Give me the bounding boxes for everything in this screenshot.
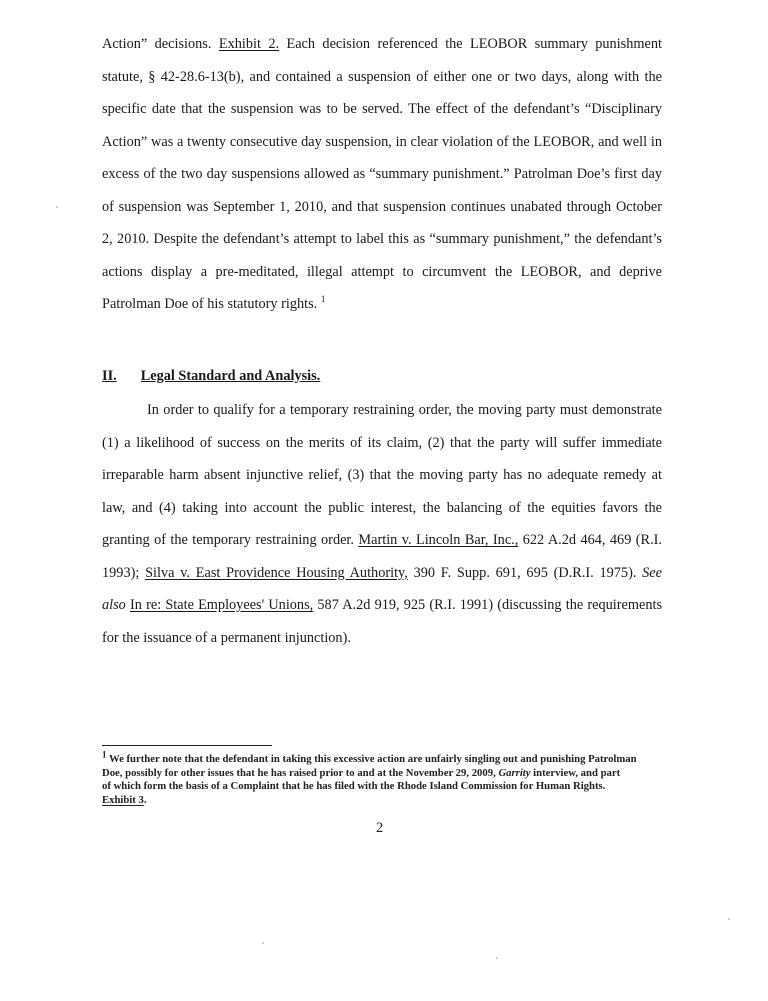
text-line: excess of the two day suspensions allowed as “summary punishment.” Patrolman Doe’s first day [102, 166, 662, 182]
footnote-line: of which form the basis of a Complaint that he has filed with the Rhode Island Commission for Human Rights. [102, 780, 606, 793]
page-number: 2 [376, 820, 384, 836]
body-paragraph [102, 36, 662, 329]
exhibit-3-reference: Exhibit 3 [102, 793, 144, 806]
case-citation: In re: State Employees' Unions, [130, 597, 314, 613]
text-line: (1) a likelihood of success on the merits of its claim, (2) that the party will suffer immediate [102, 434, 662, 451]
footnote-line: Exhibit 3. [102, 793, 147, 806]
text-line: actions display a pre-meditated, illegal attempt to circumvent the LEOBOR, and deprive [102, 263, 662, 280]
text-line: Action” was a twenty consecutive day suspension, in clear violation of the LEOBOR, and well in [102, 133, 662, 150]
text-line: In order to qualify for a temporary restraining order, the moving party must demonstrate [147, 402, 662, 418]
exhibit-2-reference: Exhibit 2. [218, 36, 280, 52]
footnote-line: Doe, possibly for other issues that he has raised prior to and at the November 29, 2009, Garrity interview, and part [102, 766, 621, 779]
footnote-divider [102, 745, 272, 746]
footnote-ref-1: 1 [320, 294, 326, 305]
scan-speck [56, 206, 58, 208]
section-paragraph [102, 402, 662, 662]
text-line: 1993); Silva v. East Providence Housing Authority, 390 F. Supp. 691, 695 (D.R.I. 1975). See [102, 564, 662, 581]
scan-speck [262, 942, 264, 944]
text-line: of suspension was September 1, 2010, and that suspension continues unabated through October [102, 198, 662, 215]
text-line: Action” decisions. Exhibit 2. Each decision referenced the LEOBOR summary punishment [102, 36, 662, 52]
text-line: also In re: State Employees' Unions, 587 A.2d 919, 925 (R.I. 1991) (discussing the requirements [102, 597, 663, 613]
footnote [102, 749, 662, 807]
footnote-marker: 1 [102, 749, 107, 760]
text-line: irreparable harm absent injunctive relief, (3) that the moving party has no adequate remedy at [102, 467, 662, 483]
text-line: specific date that the suspension was to be served. The effect of the defendant’s “Disciplinary [102, 101, 662, 117]
text-line: for the issuance of a permanent injunction). [102, 629, 351, 646]
section-title: Legal Standard and Analysis. [140, 368, 321, 384]
text-line: statute, § 42-28.6-13(b), and contained a suspension of either one or two days, along with the [102, 68, 662, 85]
footnote-line: $^1$ We further note that the defendant in taking this excessive action are unfairly singling out and punishing Patrolman [102, 749, 637, 765]
text-line: 2, 2010. Despite the defendant’s attempt to label this as “summary punishment,” the defendant’s [102, 231, 662, 247]
section-heading [102, 368, 320, 385]
section-number: II. [102, 368, 117, 384]
text-line: Patrolman Doe of his statutory rights. $^1$ [102, 294, 326, 312]
case-citation: Silva v. East Providence Housing Authority, [145, 564, 408, 581]
text-line: law, and (4) taking into account the public interest, the balancing of the equities favors the [102, 499, 662, 516]
case-citation: Martin v. Lincoln Bar, Inc., [358, 532, 519, 548]
text-line: granting of the temporary restraining order. Martin v. Lincoln Bar, Inc., 622 A.2d 464, 469 (R.I. [102, 532, 662, 548]
scan-speck [728, 918, 730, 920]
scan-speck [496, 957, 498, 959]
